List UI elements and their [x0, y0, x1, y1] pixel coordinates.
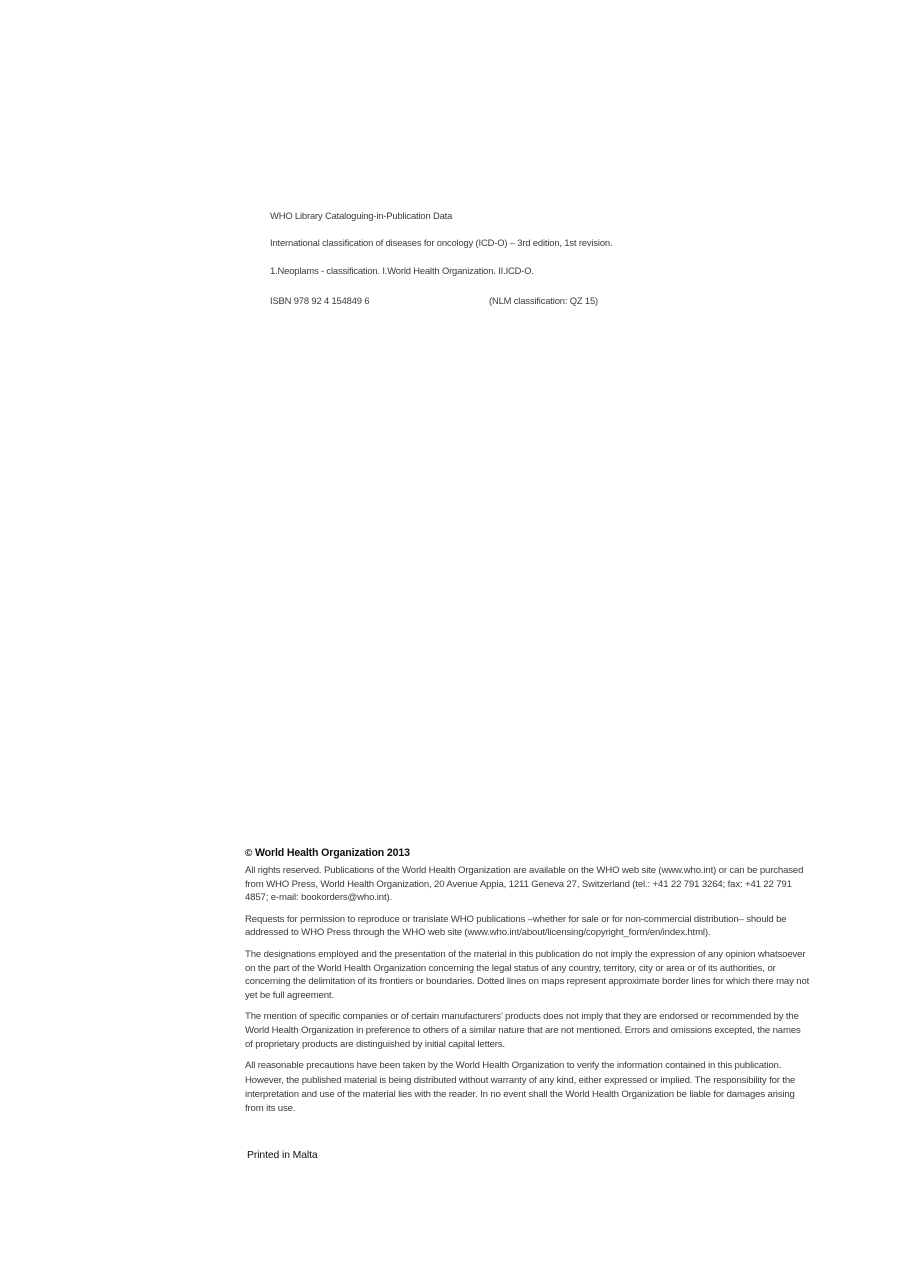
cataloguing-classification: 1.Neoplams - classification. I.World Health Organization. II.ICD-O.: [270, 265, 534, 276]
nlm-classification: (NLM classification: QZ 15): [489, 295, 598, 306]
mention-paragraph: The mention of specific companies or of certain manufacturers’ products does not imply that they are endorsed or recommended by the World Health Organization in preference to others of a similar nature that are not mentioned. Errors and omissions excepted, the names of proprietary products are distinguished by initial capital letters.: [245, 1011, 801, 1050]
precautions-paragraph: All reasonable precautions have been taken by the World Health Organization to verify the information contained in this publication. However, the published material is being distributed without warranty of any kind, either expressed or implied. The responsibility for the interpretation and use of the material lies with the reader. In no event shall the World Health Organization be liable for damages arising from its use.: [245, 1060, 796, 1115]
designations-paragraph: The designations employed and the presentation of the material in this publication do not imply the expression of any opinion whatsoever on the part of the World Health Organization concerning the legal status of any country, territory, city or area or of its authorities, or concerning the delimitation of its frontiers or boundaries. Dotted lines on maps represent approximate border lines for which there may not yet be full agreement.: [245, 948, 810, 1001]
cataloguing-subject: International classification of diseases for oncology (ICD-O) – 3rd edition, 1st revision.: [270, 237, 613, 248]
copyright-heading: [245, 846, 810, 861]
isbn-number: ISBN 978 92 4 154849 6: [270, 295, 370, 306]
permissions-paragraph: Requests for permission to reproduce or translate WHO publications –whether for sale or for non-commercial distribution– should be addressed to WHO Press through the WHO web site (www.who.int/about/licensing/copyright_form/en/index.html).: [245, 913, 787, 939]
rights-paragraph: All rights reserved. Publications of the World Health Organization are available on the WHO web site (www.who.int) or can be purchased from WHO Press, World Health Organization, 20 Avenue Appia, 1211 Geneva 27, Switzerland (tel.: +41 22 791 3264; fax: +41 22 791 4857; e-mail: bookorders@who.int).: [245, 865, 804, 904]
cataloguing-title: WHO Library Cataloguing-in-Publication Data: [270, 210, 453, 221]
printed-in: Printed in Malta: [247, 1150, 318, 1161]
legal-notice: [245, 846, 810, 1117]
copyright-symbol: ©: [245, 848, 253, 859]
copyright-text: World Health Organization 2013: [255, 847, 410, 859]
